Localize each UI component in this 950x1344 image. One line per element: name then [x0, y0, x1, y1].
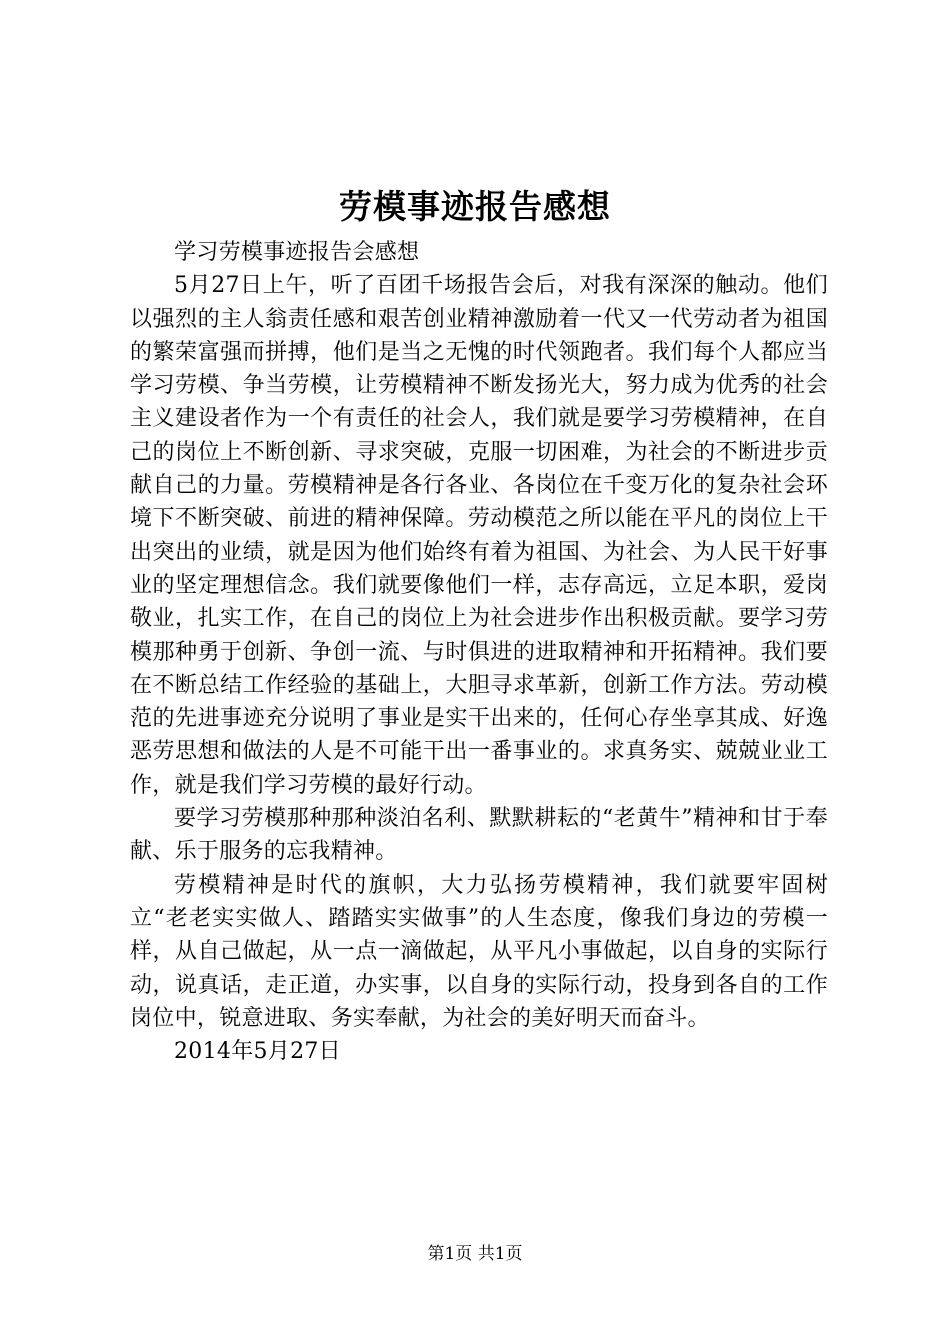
document-body — [130, 236, 828, 1068]
page-footer: 第1页 共1页 — [427, 1244, 523, 1264]
body-paragraph: 5月27日上午，听了百团千场报告会后，对我有深深的触动。他们以强烈的主人翁责任感和艰苦创业精神激励着一代又一代劳动者为祖国的繁荣富强而拼搏，他们是当之无愧的时代领跑者。我们每个人都应当学习劳模、争当劳模，让劳模精神不断发扬光大，努力成为优秀的社会主义建设者作为一个有责任的社会人，我们就是要学习劳模精神，在自己的岗位上不断创新、寻求突破，克服一切困难，为社会的不断进步贡献自己的力量。劳模精神是各行各业、各岗位在千变万化的复杂社会环境下不断突破、前进的精神保障。劳动模范之所以能在平凡的岗位上干出突出的业绩，就是因为他们始终有着为祖国、为社会、为人民干好事业的坚定理想信念。我们就要像他们一样，志存高远，立足本职，爱岗敬业，扎实工作，在自己的岗位上为社会进步作出积极贡献。要学习劳模那种勇于创新、争创一流、与时俱进的进取精神和开拓精神。我们要在不断总结工作经验的基础上，大胆寻求革新，创新工作方法。劳动模范的先进事迹充分说明了事业是实干出来的，任何心存坐享其成、好逸恶劳思想和做法的人是不可能干出一番事业的。求真务实、兢兢业业工作，就是我们学习劳模的最好行动。 — [130, 273, 828, 798]
date-paragraph: 2014年5月27日 — [174, 1039, 341, 1065]
body-paragraph: 劳模精神是时代的旗帜，大力弘扬劳模精神，我们就要牢固树立“老老实实做人、踏踏实实做事”的人生态度，像我们身边的劳模一样，从自己做起，从一点一滴做起，从平凡小事做起，以自身的实际行动，说真话，走正道，办实事，以自身的实际行动，投身到各自的工作岗位中，锐意进取、务实奉献，为社会的美好明天而奋斗。 — [130, 872, 828, 1031]
document-title: 劳模事迹报告感想 — [339, 187, 611, 226]
body-paragraph: 要学习劳模那种那种淡泊名利、默默耕耘的“老黄牛”精神和甘于奉献、乐于服务的忘我精神。 — [130, 806, 828, 865]
subtitle-paragraph: 学习劳模事迹报告会感想 — [174, 240, 420, 265]
